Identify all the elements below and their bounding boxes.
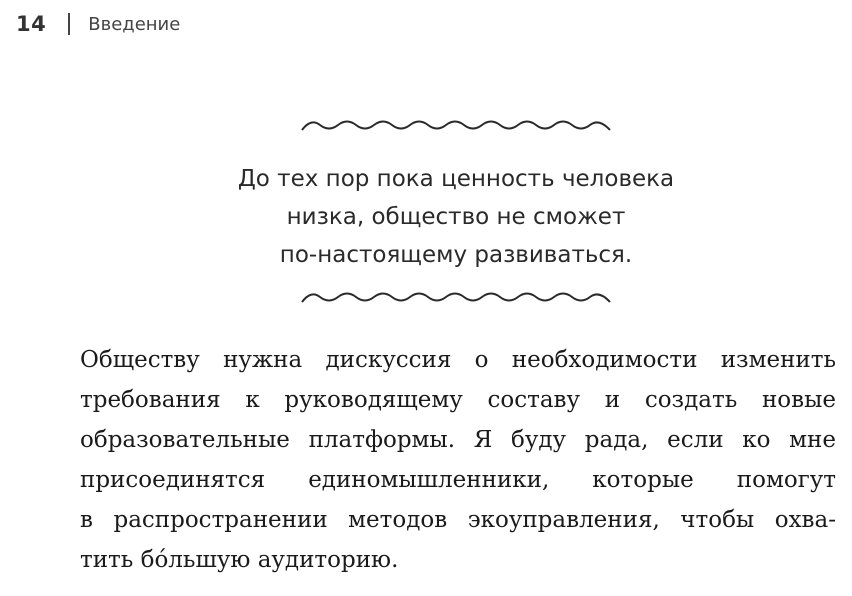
body-line: присоединятся единомышленники, которые помогут: [80, 467, 836, 493]
pull-quote-line: низка, общество не сможет: [286, 204, 626, 230]
page-number: 14: [16, 12, 47, 36]
section-title: Введение: [88, 13, 181, 35]
body-line: Обществу нужна дискуссия о необходимости изменить: [80, 347, 836, 373]
body-line: тить бóльшую аудиторию.: [80, 547, 399, 573]
pull-quote: [150, 160, 762, 274]
running-header: [16, 12, 180, 36]
wave-line-top: [302, 122, 610, 131]
header-divider: [68, 13, 70, 35]
body-line: образовательные платформы. Я буду рада, если ко мне: [80, 427, 836, 453]
body-line: требования к руководящему составу и создать новые: [80, 387, 836, 413]
pull-quote-line: по-настоящему развиваться.: [279, 242, 633, 268]
body-paragraph: [80, 340, 836, 580]
wave-ornament-top: [300, 116, 612, 134]
body-line: в распространении методов экоуправления, чтобы охва-: [80, 507, 836, 533]
wave-ornament-bottom: [300, 288, 612, 306]
wave-line-bottom: [302, 294, 610, 303]
pull-quote-line: До тех пор пока ценность человека: [237, 166, 675, 192]
